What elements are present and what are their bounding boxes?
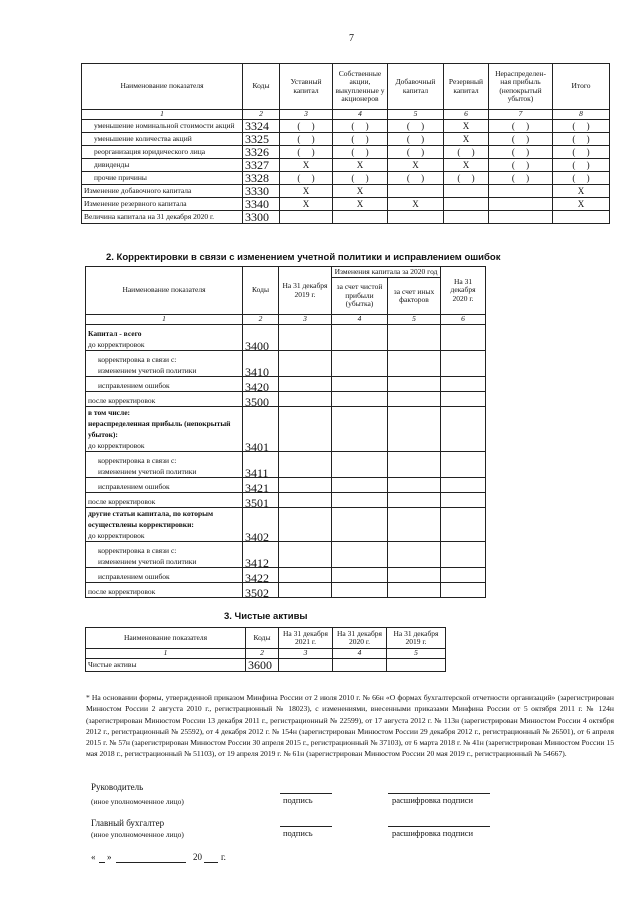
- cell: X: [333, 159, 388, 172]
- colnum: 4: [333, 110, 388, 120]
- row-code: 3330: [243, 185, 280, 198]
- cell: X: [333, 198, 388, 211]
- header-name: Наименование показателя: [86, 267, 243, 315]
- row-code: 3400: [243, 325, 279, 351]
- cell: [388, 185, 444, 198]
- colnum: 6: [444, 110, 489, 120]
- cell: ( ): [553, 133, 610, 146]
- cell: [444, 185, 489, 198]
- cell: [388, 452, 441, 478]
- colnum: 2: [243, 315, 279, 325]
- decode-label: расшифровка подписи: [392, 828, 474, 838]
- row-code: 3401: [243, 407, 279, 452]
- capital-changes-table: [81, 63, 610, 224]
- cell: [441, 568, 486, 583]
- header-reserve-capital: Резервный капитал: [444, 64, 489, 110]
- header-codes: Коды: [246, 628, 279, 649]
- cell: [332, 377, 388, 392]
- cell: X: [553, 185, 610, 198]
- colnum: 8: [553, 110, 610, 120]
- day-line: [99, 862, 105, 863]
- header-authorized-capital: Уставный капитал: [280, 64, 333, 110]
- cell: [279, 493, 332, 508]
- cell: ( ): [553, 120, 610, 133]
- corrections-table: [85, 266, 486, 598]
- colnum: 6: [441, 315, 486, 325]
- row-name: [86, 407, 243, 452]
- row-name: [86, 377, 243, 392]
- table-row: [86, 377, 486, 392]
- header-total: Итого: [553, 64, 610, 110]
- row-code: 3600: [246, 659, 279, 672]
- header-other-factors: за счет иных факторов: [388, 278, 441, 315]
- footnote: * На основании формы, утвержденной приказом Минфина России от 2 июля 2010 г. № 66н «О формах бухгалтерской отчетности организаций» (зарегистрирован Минюстом России 2 августа 2010 г., регистрационный № 18023), с изменениями, внесенными приказами Минфина России от 5 октября 2011 г. № 124н (зарегистрирован Минюстом России 13 декабря 2011 г., регистрационный № 22599), от 17 августа 2012 г. № 113н (зарегистрирован Минюстом России 4 октября 2012 г., регистрационный № 25592), от 4 декабря 2012 г. № 154н (зарегистрирован Минюстом России 29 декабря 2012 г., регистрационный № 26501), от 6 апреля 2015 г. № 57н (зарегистрирован Минюстом России 30 апреля 2015 г., регистрационный № 37103), от 6 марта 2018 г. № 41н (зарегистрирован Минюстом России 15 мая 2018 г., регистрационный № 51103), от 19 апреля 2019 г. № 61н (зарегистрирован Минюстом России 20 мая 2019 г., регистрационный № 54667).: [86, 693, 614, 759]
- cell: [279, 568, 332, 583]
- table-row: [86, 478, 486, 493]
- sign-label: подпись: [283, 795, 313, 805]
- cell: [279, 478, 332, 493]
- cell: ( ): [489, 159, 553, 172]
- cell: [279, 583, 332, 598]
- table-row: [86, 583, 486, 598]
- cell: ( ): [333, 146, 388, 159]
- table-row: [86, 493, 486, 508]
- row-name-line: до корректировок: [88, 340, 145, 349]
- colnum: 1: [82, 110, 243, 120]
- table-row: [82, 172, 610, 185]
- cell: X: [444, 120, 489, 133]
- cell: ( ): [333, 120, 388, 133]
- net-assets-table: [85, 627, 446, 672]
- table-row: [82, 159, 610, 172]
- cell: [279, 351, 332, 377]
- cell: [279, 407, 332, 452]
- table-row: [86, 392, 486, 407]
- cell: [387, 659, 446, 672]
- cell: [441, 392, 486, 407]
- row-name-line: в том числе:: [88, 408, 131, 417]
- row-name-line: изменением учетной политики: [98, 467, 197, 476]
- cell: ( ): [553, 146, 610, 159]
- cell: ( ): [489, 133, 553, 146]
- decode-line: [388, 826, 490, 827]
- table-row: [82, 185, 610, 198]
- month-line: [116, 862, 186, 863]
- row-name-line: до корректировок: [88, 441, 145, 450]
- cell: [279, 392, 332, 407]
- header-codes: Коды: [243, 64, 280, 110]
- row-name: [86, 493, 243, 508]
- cell: [441, 377, 486, 392]
- cell: [279, 452, 332, 478]
- cell: [441, 583, 486, 598]
- row-code: 3412: [243, 542, 279, 568]
- cell: [441, 478, 486, 493]
- table-row: [86, 659, 446, 672]
- cell: X: [388, 198, 444, 211]
- cell: [333, 211, 388, 224]
- cell: [332, 478, 388, 493]
- row-code: 3502: [243, 583, 279, 598]
- colnum: 4: [332, 315, 388, 325]
- header-dec2021: На 31 декабря 2021 г.: [279, 628, 333, 649]
- cell: [441, 452, 486, 478]
- head-title: Руководитель: [91, 782, 144, 792]
- row-name: уменьшение номинальной стоимости акций: [82, 120, 243, 133]
- cell: [332, 568, 388, 583]
- header-name: Наименование показателя: [82, 64, 243, 110]
- row-name-line: другие статьи капитала, по которым осуществлены корректировки:: [88, 509, 214, 529]
- colnum: 3: [279, 315, 332, 325]
- section2-title: 2. Корректировки в связи с изменением учетной политики и исправлением ошибок: [106, 252, 501, 263]
- cell: ( ): [553, 159, 610, 172]
- cell: [332, 325, 388, 351]
- row-code: 3324: [243, 120, 280, 133]
- sign-label: подпись: [283, 828, 313, 838]
- cell: ( ): [489, 120, 553, 133]
- colnum: 1: [86, 315, 243, 325]
- cell: [441, 351, 486, 377]
- page-number: 7: [349, 33, 354, 44]
- cell: [279, 542, 332, 568]
- cell: [332, 407, 388, 452]
- row-name-line: изменением учетной политики: [98, 557, 197, 566]
- cell: [441, 407, 486, 452]
- signature-line: [280, 826, 332, 827]
- cell: [279, 377, 332, 392]
- cell: [388, 211, 444, 224]
- decode-label: расшифровка подписи: [392, 795, 474, 805]
- header-changes: Изменения капитала за 2020 год: [332, 267, 441, 278]
- cell: [444, 211, 489, 224]
- table-row: [86, 542, 486, 568]
- cell: ( ): [333, 133, 388, 146]
- cell: X: [280, 198, 333, 211]
- cell: ( ): [388, 172, 444, 185]
- row-code: 3326: [243, 146, 280, 159]
- row-name: Изменение резервного капитала: [82, 198, 243, 211]
- row-name-line: корректировка в связи с:: [98, 546, 177, 555]
- cell: [441, 542, 486, 568]
- row-code: 3300: [243, 211, 280, 224]
- colnum: 2: [246, 649, 279, 659]
- cell: ( ): [553, 172, 610, 185]
- row-code: 3402: [243, 508, 279, 542]
- cell: ( ): [388, 120, 444, 133]
- cell: X: [280, 159, 333, 172]
- cell: [280, 211, 333, 224]
- cell: ( ): [444, 172, 489, 185]
- cell: [441, 325, 486, 351]
- cell: [388, 542, 441, 568]
- row-name: [86, 392, 243, 407]
- row-name: реорганизация юридического лица: [82, 146, 243, 159]
- table-row: [82, 211, 610, 224]
- header-dec2020: На 31 декабря 2020 г.: [441, 267, 486, 315]
- cell: [388, 568, 441, 583]
- header-retained-earnings: Нераспределен-ная прибыль (непокрытый убыток): [489, 64, 553, 110]
- row-name-line: до корректировок: [88, 531, 145, 540]
- cell: [441, 508, 486, 542]
- row-code: 3325: [243, 133, 280, 146]
- cell: [333, 659, 387, 672]
- row-code: 3410: [243, 351, 279, 377]
- accountant-title: Главный бухгалтер: [91, 818, 165, 828]
- colnum: 1: [86, 649, 246, 659]
- cell: [388, 583, 441, 598]
- table-row: [82, 198, 610, 211]
- row-name: [86, 508, 243, 542]
- colnum: 3: [279, 649, 333, 659]
- cell: X: [553, 198, 610, 211]
- row-code: 3420: [243, 377, 279, 392]
- decode-line: [388, 793, 490, 794]
- row-name: [86, 478, 243, 493]
- date-open: «: [91, 852, 96, 862]
- row-code: 3340: [243, 198, 280, 211]
- cell: [279, 508, 332, 542]
- cell: ( ): [388, 133, 444, 146]
- row-code: 3328: [243, 172, 280, 185]
- row-name-line: изменением учетной политики: [98, 366, 197, 375]
- cell: ( ): [444, 146, 489, 159]
- cell: [441, 493, 486, 508]
- table-row: [82, 133, 610, 146]
- cell: [279, 659, 333, 672]
- cell: [332, 351, 388, 377]
- cell: [332, 542, 388, 568]
- row-name: уменьшение количества акций: [82, 133, 243, 146]
- header-own-shares: Собственные акции, выкупленные у акционеров: [333, 64, 388, 110]
- cell: [388, 351, 441, 377]
- row-code: 3422: [243, 568, 279, 583]
- cell: [388, 377, 441, 392]
- accountant-note: (иное уполномоченное лицо): [91, 830, 184, 839]
- row-name-line: после корректировок: [88, 497, 156, 506]
- cell: ( ): [333, 172, 388, 185]
- cell: ( ): [280, 146, 333, 159]
- colnum: 5: [388, 315, 441, 325]
- date-close: »: [107, 852, 112, 862]
- cell: ( ): [489, 146, 553, 159]
- cell: X: [388, 159, 444, 172]
- row-name-line: корректировка в связи с:: [98, 456, 177, 465]
- year-line: [204, 862, 218, 863]
- row-name: [86, 351, 243, 377]
- table-row: [86, 508, 486, 542]
- cell: [553, 211, 610, 224]
- row-name-line: после корректировок: [88, 396, 156, 405]
- cell: [388, 493, 441, 508]
- table-row: [86, 568, 486, 583]
- cell: [489, 211, 553, 224]
- header-additional-capital: Добавочный капитал: [388, 64, 444, 110]
- cell: [332, 493, 388, 508]
- cell: [489, 198, 553, 211]
- row-code: 3500: [243, 392, 279, 407]
- table-row: [82, 146, 610, 159]
- row-name-line: исправлением ошибок: [98, 381, 170, 390]
- colnum: 2: [243, 110, 280, 120]
- head-note: (иное уполномоченное лицо): [91, 797, 184, 806]
- cell: [444, 198, 489, 211]
- table-row: [82, 120, 610, 133]
- cell: [388, 407, 441, 452]
- row-name-line: после корректировок: [88, 587, 156, 596]
- header-profit: за счет чистой прибыли (убытка): [332, 278, 388, 315]
- table-row: [86, 407, 486, 452]
- header-dec2020: На 31 декабря 2020 г.: [333, 628, 387, 649]
- table-row: [86, 351, 486, 377]
- cell: ( ): [489, 172, 553, 185]
- row-name-line: Капитал - всего: [88, 329, 142, 338]
- row-name-line: исправлением ошибок: [98, 482, 170, 491]
- cell: X: [444, 133, 489, 146]
- row-name: [86, 583, 243, 598]
- table-row: [86, 325, 486, 351]
- section3-title: 3. Чистые активы: [224, 611, 308, 622]
- colnum: 5: [387, 649, 446, 659]
- year-prefix: 20: [193, 852, 202, 862]
- cell: ( ): [388, 146, 444, 159]
- cell: [332, 583, 388, 598]
- header-dec2019: На 31 декабря 2019 г.: [387, 628, 446, 649]
- row-name: [86, 542, 243, 568]
- row-name: [86, 325, 243, 351]
- cell: [332, 392, 388, 407]
- row-name: Чистые активы: [86, 659, 246, 672]
- cell: [388, 508, 441, 542]
- colnum: 5: [388, 110, 444, 120]
- row-name-line: исправлением ошибок: [98, 572, 170, 581]
- row-name: [86, 452, 243, 478]
- row-name: Изменение добавочного капитала: [82, 185, 243, 198]
- row-code: 3411: [243, 452, 279, 478]
- cell: [332, 508, 388, 542]
- row-name: дивиденды: [82, 159, 243, 172]
- row-name: Величина капитала на 31 декабря 2020 г.: [82, 211, 243, 224]
- cell: ( ): [280, 120, 333, 133]
- cell: [489, 185, 553, 198]
- colnum: 3: [280, 110, 333, 120]
- cell: X: [444, 159, 489, 172]
- row-name: прочие причины: [82, 172, 243, 185]
- signature-line: [280, 793, 332, 794]
- cell: [332, 452, 388, 478]
- row-code: 3501: [243, 493, 279, 508]
- colnum: 7: [489, 110, 553, 120]
- cell: [388, 392, 441, 407]
- cell: [279, 325, 332, 351]
- table-row: [86, 452, 486, 478]
- row-code: 3327: [243, 159, 280, 172]
- cell: X: [280, 185, 333, 198]
- cell: [388, 478, 441, 493]
- header-dec2019: На 31 декабря 2019 г.: [279, 267, 332, 315]
- row-code: 3421: [243, 478, 279, 493]
- cell: [388, 325, 441, 351]
- year-suffix: г.: [221, 852, 226, 862]
- row-name-line: корректировка в связи с:: [98, 355, 177, 364]
- cell: ( ): [280, 133, 333, 146]
- cell: X: [333, 185, 388, 198]
- header-codes: Коды: [243, 267, 279, 315]
- cell: ( ): [280, 172, 333, 185]
- row-name: [86, 568, 243, 583]
- colnum: 4: [333, 649, 387, 659]
- header-name: Наименование показателя: [86, 628, 246, 649]
- row-name-line: нераспределенная прибыль (непокрытый убыток):: [88, 419, 231, 439]
